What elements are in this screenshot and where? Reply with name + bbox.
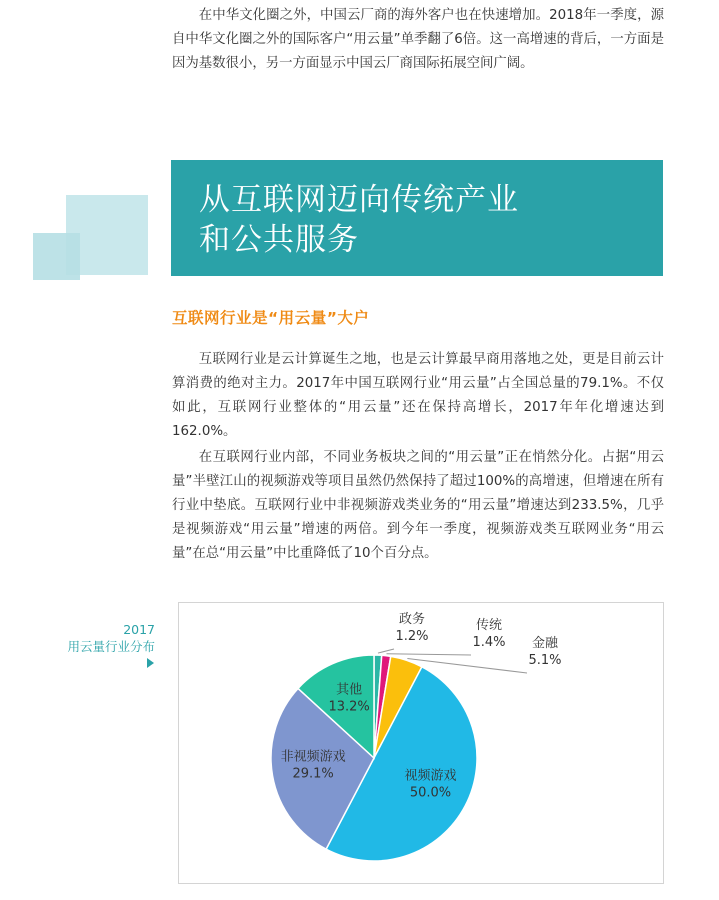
- slice-value-label: 5.1%: [528, 653, 562, 668]
- section-title-line-2: 和公共服务: [199, 222, 359, 258]
- section-banner: [171, 160, 663, 276]
- leader-line: [387, 654, 471, 655]
- slice-label: 传统: [475, 618, 503, 633]
- slice-label: 其他: [336, 682, 363, 698]
- chart-caption: [67, 621, 155, 655]
- slice-label: 视频游戏: [404, 768, 457, 784]
- intro-paragraph: 在中华文化圈之外，中国云厂商的海外客户也在快速增加。2018年一季度，源自中华文化圈之外的国际客户“用云量”单季翻了6倍。这一高增速的背后，一方面是因为基数很小，另一方面显示中国云厂商国际拓展空间广阔。: [172, 8, 664, 71]
- caption-arrow-icon: [147, 658, 154, 668]
- body-paragraph-1: 互联网行业是云计算诞生之地，也是云计算最早商用落地之处，更是目前云计算消费的绝对主力。2017年中国互联网行业“用云量”占全国总量的79.1%。不仅如此，互联网行业整体的“用云量”还在保持高增长，2017年年化增速达到162.0%。: [172, 352, 664, 439]
- slice-value-label: 29.1%: [292, 766, 334, 782]
- leader-line: [378, 649, 394, 653]
- slice-label: 金融: [531, 636, 559, 651]
- chart-caption-year: 2017: [123, 622, 155, 637]
- section-title: [199, 180, 519, 260]
- pie-chart: [179, 603, 663, 883]
- body-paragraph-2: 在互联网行业内部，不同业务板块之间的“用云量”正在悄然分化。占据“用云量”半壁江山的视频游戏等项目虽然仍然保持了超过100%的高增速，但增速在所有行业中垫底。互联网行业中非视频游戏类业务的“用云量”增速达到233.5%，几乎是视频游戏“用云量”增速的两倍。到今年一季度，视频游戏类互联网业务“用云量”在总“用云量”中比重降低了10个百分点。: [172, 450, 664, 561]
- slice-label: 政务: [398, 612, 426, 627]
- slice-value-label: 1.2%: [395, 629, 429, 644]
- chart-caption-title: 用云量行业分布: [67, 639, 155, 654]
- subheading: 互联网行业是“用云量”大户: [172, 309, 370, 327]
- slice-value-label: 50.0%: [409, 785, 452, 801]
- slice-label: 非视频游戏: [280, 749, 346, 765]
- section-title-line-1: 从互联网迈向传统产业: [199, 182, 519, 218]
- slice-value-label: 13.2%: [328, 699, 370, 715]
- slice-value-label: 1.4%: [472, 635, 506, 650]
- decorative-square-small: [33, 233, 80, 280]
- pie-chart-frame: [178, 602, 664, 884]
